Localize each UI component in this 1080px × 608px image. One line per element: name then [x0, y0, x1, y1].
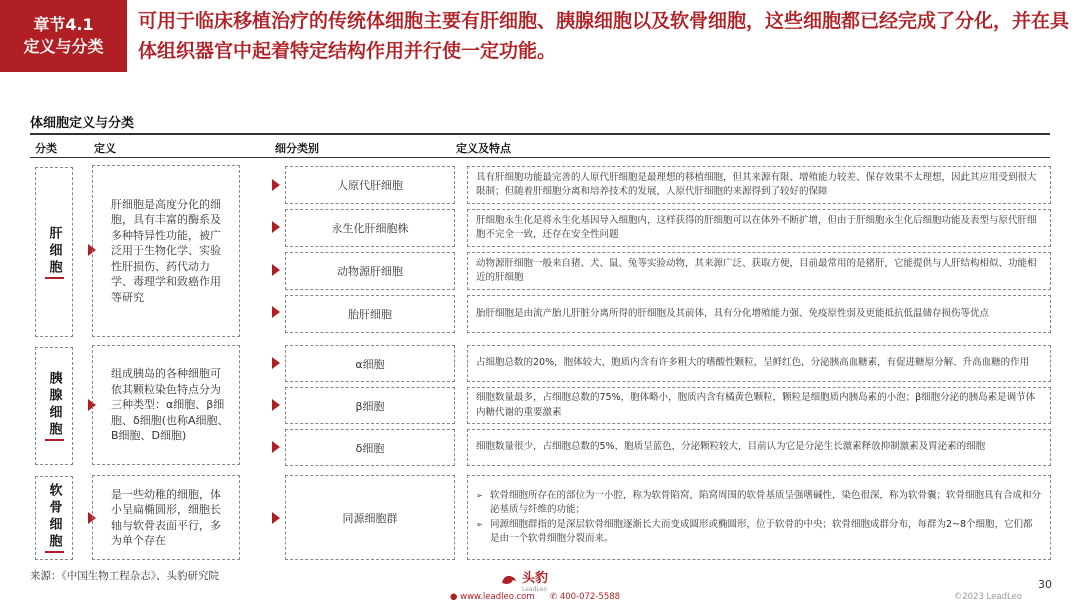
arrow-icon	[272, 512, 280, 524]
globe-icon: ●	[450, 592, 458, 602]
feature-description: 具有肝细胞功能最完善的人原代肝细胞是最理想的移植细胞，但其来源有限、增殖能力较差、保存效果不太理想，因此其应用受到很大限制；但随着肝细胞分离和培养技术的发展，人原代肝细胞的来源得到了较好的保障	[467, 166, 1051, 204]
arrow-icon	[272, 357, 280, 369]
feature-description: 细胞数量很少，占细胞总数的5%，胞质呈蓝色，分泌颗粒较大，目前认为它是分泌生长激素释放抑制激素及胃泌素的细胞	[467, 429, 1051, 466]
feature-description-list	[467, 475, 1051, 560]
chapter-number: 章节4.1	[33, 15, 94, 34]
arrow-icon	[272, 264, 280, 276]
feature-description: 动物源肝细胞一般来自猪、犬、鼠、兔等实验动物，其来源广泛、获取方便，目前最常用的是猪肝，它能提供与人肝结构相似、功能相近的肝细胞	[467, 252, 1051, 290]
phone-number: ✆ 400-072-5588	[550, 592, 621, 602]
arrow-icon	[272, 306, 280, 318]
definition-liver: 肝细胞是高度分化的细胞，具有丰富的酶系及多种特异性功能，被广泛用于生物化学、实验性肝损伤、药代动力学、毒理学和致癌作用等研究	[92, 165, 240, 337]
feature-description: 胎肝细胞是由流产胎儿肝脏分离所得的肝细胞及其前体，具有分化增殖能力强、免疫原性弱及更能抵抗低温储存损伤等优点	[467, 295, 1051, 333]
subcategory-item: α细胞	[285, 345, 455, 382]
copyright: ©2023 LeadLeo	[953, 592, 1022, 602]
subcategory-item: δ细胞	[285, 429, 455, 466]
col-header-definition: 定义	[94, 142, 116, 155]
section-title: 体细胞定义与分类	[30, 116, 135, 131]
source-note: 来源：《中国生物工程杂志》、头豹研究院	[30, 570, 219, 582]
bullet-item: ➢ 软骨细胞所存在的部位为一小腔，称为软骨陷窝，陷窝周围的软骨基质呈强嗜碱性，染色很深，称为软骨囊；软骨细胞具有合成和分泌基质与纤维的功能；	[476, 489, 1042, 518]
definition-cartilage: 是一些幼稚的细胞，体小呈扁椭圆形，细胞长轴与软骨表面平行，多为单个存在	[92, 475, 240, 560]
subcategory-item: β细胞	[285, 387, 455, 424]
arrow-icon	[272, 221, 280, 233]
logo-subtext: LeadLeo	[522, 586, 548, 593]
chapter-tag	[0, 0, 127, 72]
brand-logo	[500, 567, 548, 593]
category-pancreas: 胰腺细胞	[35, 347, 73, 465]
chapter-name: 定义与分类	[23, 37, 104, 56]
feature-description: 肝细胞永生化是将永生化基因导入细胞内，这样获得的肝细胞可以在体外不断扩增，但由于肝细胞永生化后细胞功能及表型与原代肝细胞不完全一致，还存在安全性问题	[467, 209, 1051, 247]
definition-pancreas: 组成胰岛的各种细胞可依其颗粒染色特点分为三种类型：α细胞、β细胞、δ细胞(也称A细胞、B细胞、D细胞)	[92, 345, 240, 465]
feature-description: 占细胞总数的20%，胞体较大，胞质内含有许多粗大的嗜酸性颗粒，呈鲜红色，分泌胰高血糖素，有促进糖原分解、升高血糖的作用	[467, 345, 1051, 382]
col-header-category: 分类	[35, 142, 57, 155]
header-rule	[30, 157, 1050, 158]
feature-description: 细胞数量最多，占细胞总数的75%，胞体略小，胞质内含有橘黄色颗粒，颗粒是细胞质内胰岛素的小泡；β细胞分泌的胰岛素是调节体内糖代谢的重要激素	[467, 387, 1051, 424]
phone-icon: ✆	[550, 592, 558, 602]
col-header-features: 定义及特点	[456, 142, 511, 155]
section-top-rule	[30, 133, 1050, 135]
subcategory-item: 胎肝细胞	[285, 295, 455, 333]
arrow-icon	[272, 179, 280, 191]
page-title: 可用于临床移植治疗的传统体细胞主要有肝细胞、胰腺细胞以及软骨细胞，这些细胞都已经完成了分化，并在具体组织器官中起着特定结构作用并行使一定功能。	[138, 10, 1070, 62]
category-cartilage: 软骨细胞	[35, 476, 73, 560]
arrow-icon	[272, 399, 280, 411]
bullet-item: ➢ 同源细胞群指的是深层软骨细胞逐渐长大而变成圆形或椭圆形，位于软骨的中央；软骨细胞成群分布，每群为2~8个细胞，它们都是由一个软骨细胞分裂而来。	[476, 518, 1042, 547]
category-liver: 肝细胞	[35, 167, 73, 337]
subcategory-item: 人原代肝细胞	[285, 166, 455, 204]
col-header-subcategory: 细分类别	[275, 142, 319, 155]
website-link[interactable]: ● www.leadleo.com	[450, 592, 535, 602]
subcategory-item: 动物源肝细胞	[285, 252, 455, 290]
subcategory-item: 同源细胞群	[285, 475, 455, 560]
arrow-icon	[272, 441, 280, 453]
page-number: 30	[1038, 578, 1052, 591]
leopard-icon	[500, 571, 518, 589]
subcategory-item: 永生化肝细胞株	[285, 209, 455, 247]
logo-text: 头豹	[522, 571, 549, 586]
